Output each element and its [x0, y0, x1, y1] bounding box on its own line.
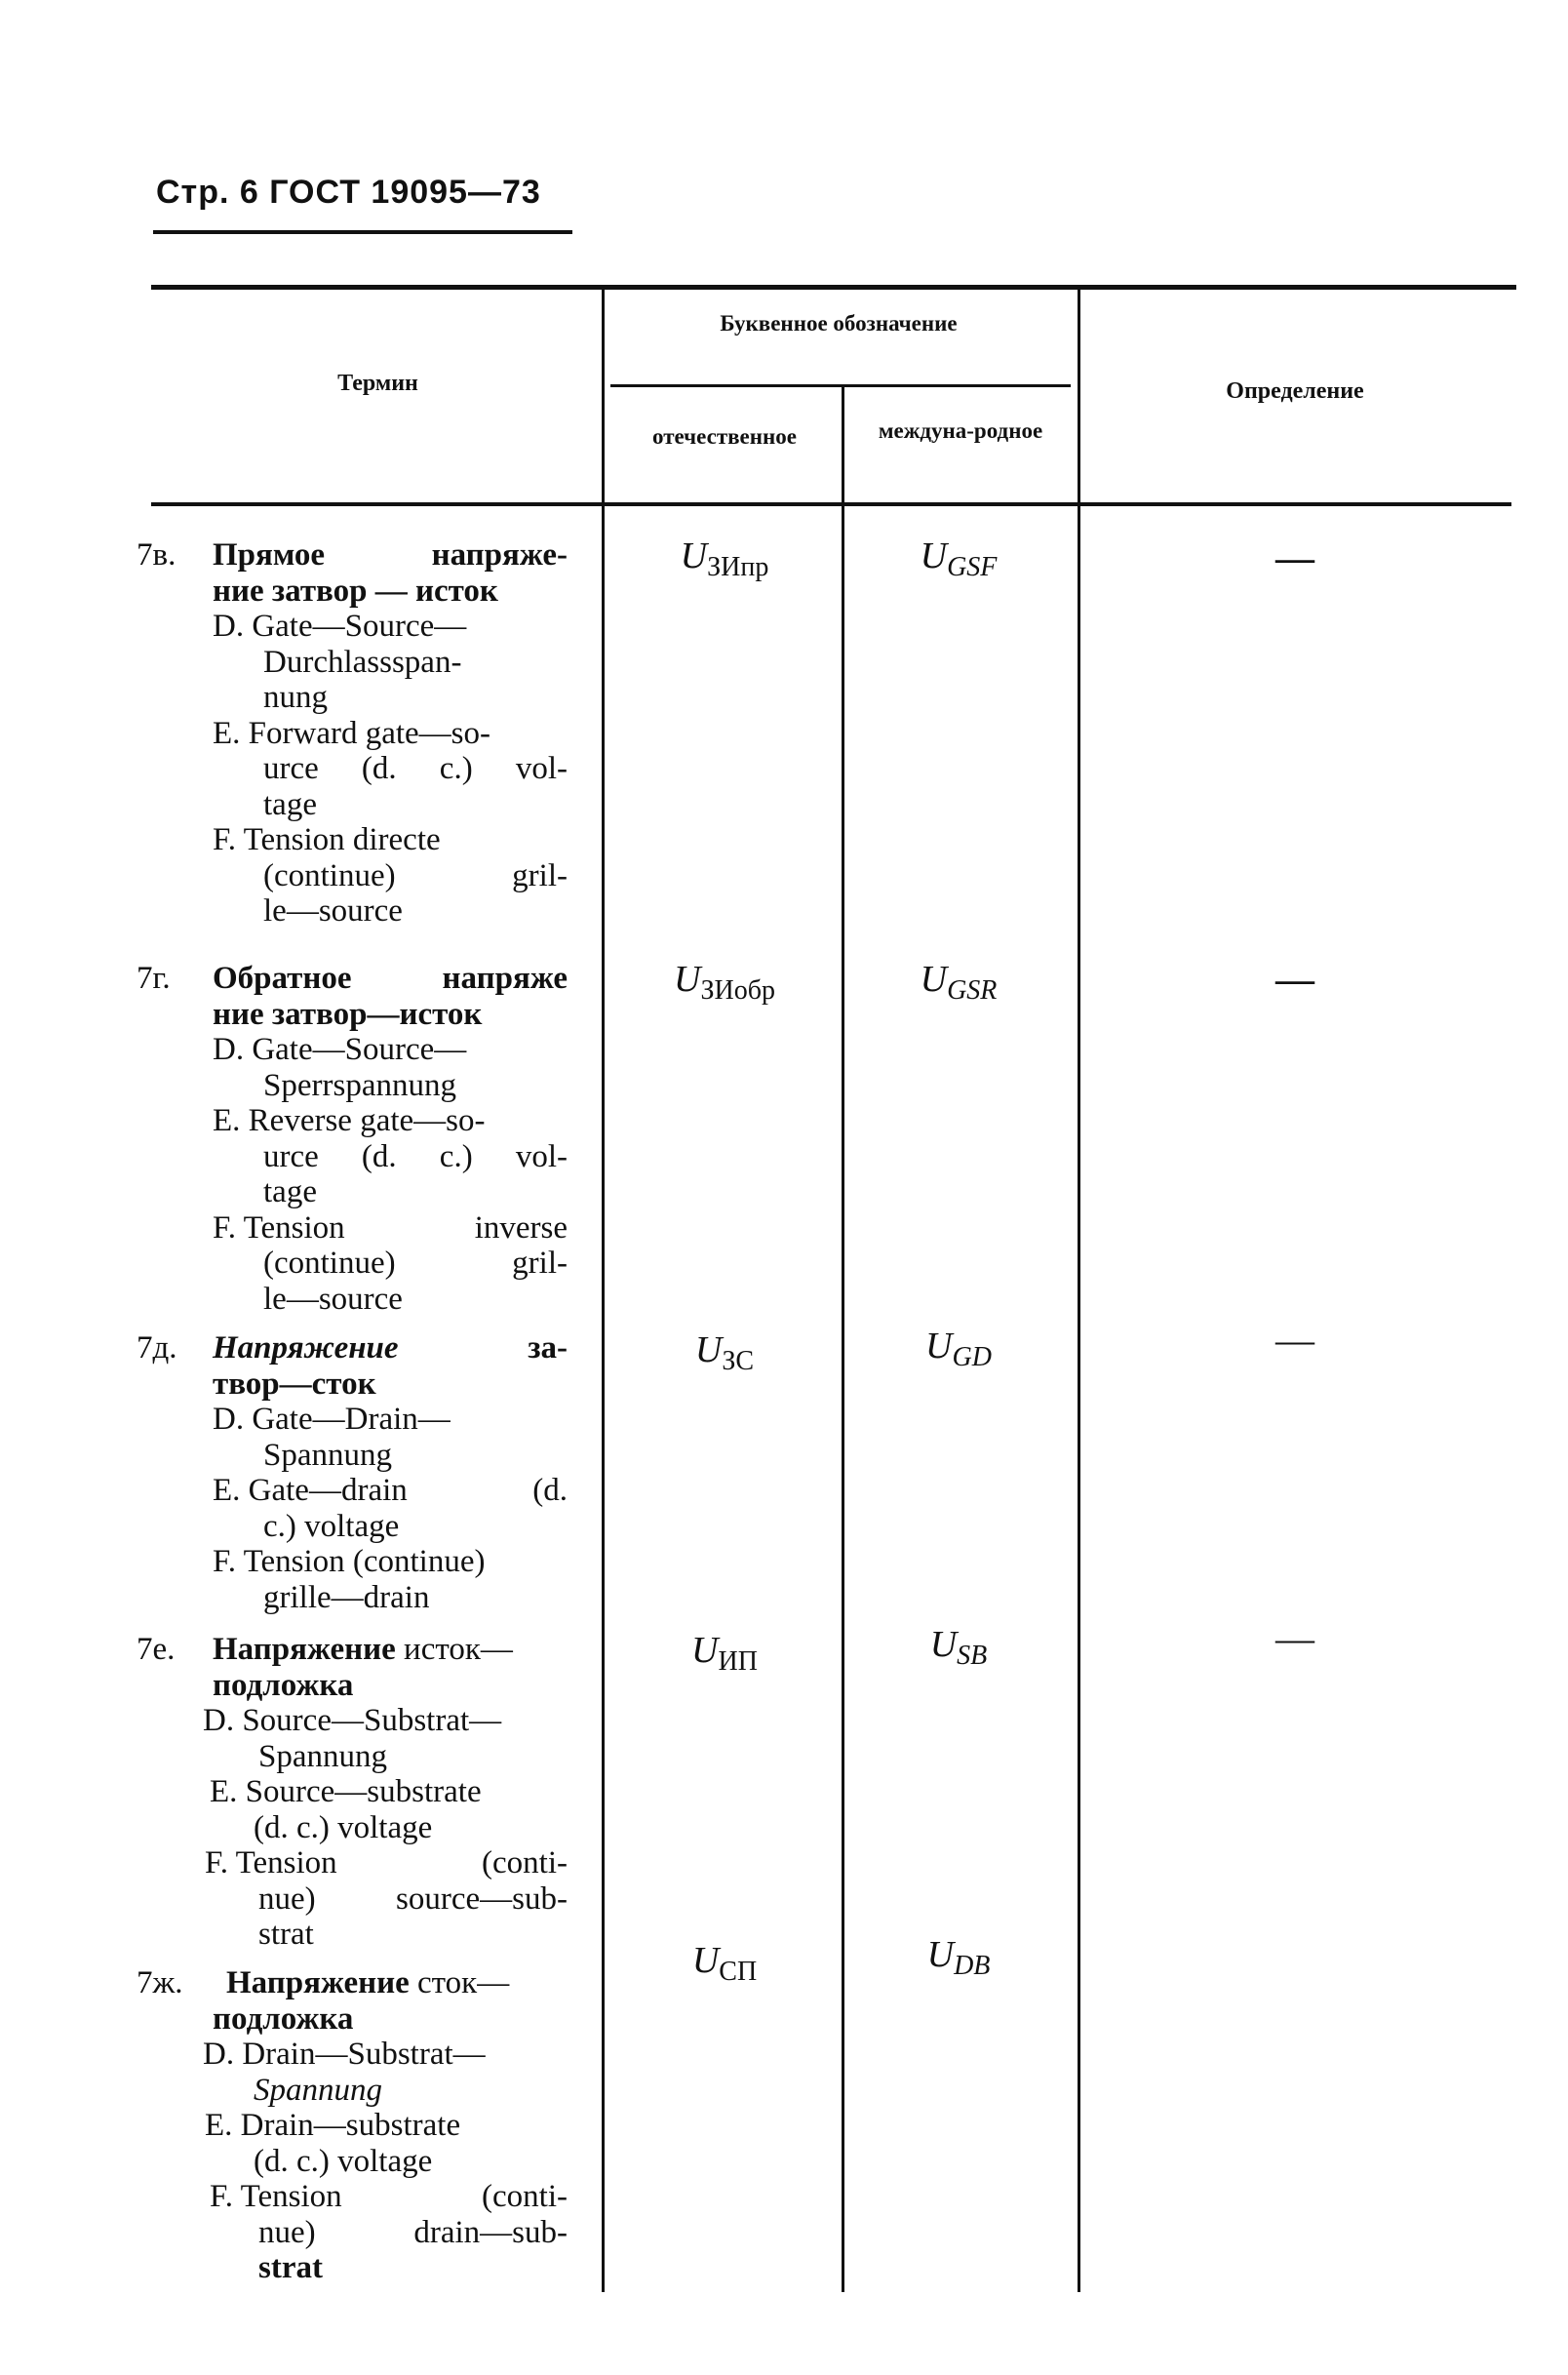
term-title: ние затвор — исток	[213, 573, 498, 609]
term-number: 7в.	[137, 537, 176, 573]
header-definition: Определение	[1226, 378, 1364, 404]
header-term: Термин	[337, 371, 418, 396]
international-symbol: $U_{SB}$	[929, 1624, 988, 1671]
header-letter-designation: Буквенное обозначение	[720, 311, 958, 336]
page-header: Стр. 6 ГОСТ 19095—73	[156, 174, 541, 211]
header-domestic: отечественное	[652, 424, 797, 449]
term-title: подложка	[213, 1667, 354, 1703]
definition-cell: —	[1275, 1616, 1314, 1660]
domestic-symbol: $U_{ИП}$	[691, 1630, 758, 1677]
table-top-rule	[151, 285, 1516, 290]
term-number: 7д.	[137, 1330, 177, 1366]
term-number: 7ж.	[137, 1965, 183, 2000]
table-row: 7д. Напряжение за- твор—сток D. Gate—Drain— Spannung E. Gate—drain (d. c.) voltage F. Tension (continue) grille—drain	[137, 1330, 568, 1615]
international-symbol: $U_{GSR}$	[920, 959, 998, 1006]
definition-cell: —	[1275, 957, 1314, 1001]
header-sub-rule	[610, 384, 1071, 387]
definition-cell: —	[1275, 535, 1314, 579]
term-number: 7е.	[137, 1632, 176, 1667]
table-row: 7ж. Напряжение сток— подложка D. Drain—Substrat— Spannung E. Drain—substrate (d. c.) voltage F. Tension (conti- nue) drain—sub- strat	[137, 1965, 568, 2285]
international-symbol: $U_{GD}$	[925, 1326, 992, 1372]
column-divider-symbols	[842, 386, 844, 2292]
international-symbol: $U_{DB}$	[926, 1934, 991, 1981]
domestic-symbol: $U_{ЗИпр}$	[680, 535, 769, 582]
definition-cell: —	[1275, 1318, 1314, 1362]
international-symbol: $U_{GSF}$	[920, 535, 998, 582]
table-row: 7в. Прямое напряже- ние затвор — исток D. Gate—Source— Durchlassspan- nung E. Forward gate—so- urce (d. c.) vol- tage F. Tension directe (continue) gril- le—source	[137, 537, 568, 929]
term-number: 7г.	[137, 961, 171, 996]
domestic-symbol: $U_{СП}$	[691, 1940, 758, 1987]
term-title: подложка	[213, 2000, 354, 2037]
header-bottom-rule	[151, 502, 1511, 506]
domestic-symbol: $U_{ЗИобр}$	[674, 959, 775, 1006]
term-title: ние затвор—исток	[213, 996, 483, 1032]
table-row: 7е. Напряжение исток— подложка D. Source—Substrat— Spannung E. Source—substrate (d. c.) voltage F. Tension (conti- nue) source—sub- strat	[137, 1632, 568, 1952]
header-international: междуна-родное	[878, 418, 1043, 443]
domestic-symbol: $U_{ЗС}$	[694, 1329, 755, 1376]
column-divider-term	[602, 288, 605, 2292]
header-rule	[153, 230, 572, 234]
term-title: твор—сток	[213, 1366, 376, 1402]
table-row: 7г. Обратное напряже ние затвор—исток D. Gate—Source— Sperrspannung E. Reverse gate—so- urce (d. c.) vol- tage F. Tension inverse (continue) gril- le—source	[137, 961, 568, 1317]
column-divider-definition	[1078, 288, 1080, 2292]
